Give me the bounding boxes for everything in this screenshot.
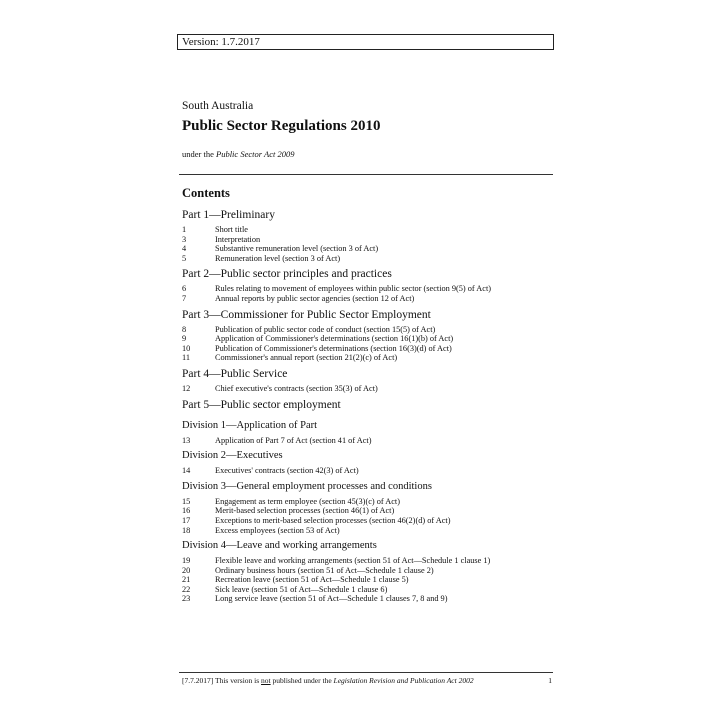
version-box	[177, 34, 554, 50]
toc-entry	[182, 516, 554, 526]
toc-part-heading: Part 3—Commissioner for Public Sector Employment	[182, 308, 431, 321]
toc-entry-number: 18	[182, 525, 191, 535]
enabling-act-line	[182, 149, 294, 159]
toc-entry	[182, 436, 554, 446]
toc-entry-title: Recreation leave (section 51 of Act—Schedule 1 clause 5)	[215, 575, 409, 585]
toc-entry-number: 11	[182, 353, 190, 363]
version-label: Version: 1.7.2017	[182, 36, 260, 48]
toc-item-list	[182, 325, 554, 363]
toc-entry-title: Merit-based selection processes (section 46(1) of Act)	[215, 506, 395, 516]
toc-entry-title: Rules relating to movement of employees within public sector (section 9(5) of Act)	[215, 284, 492, 294]
toc-item-list	[182, 466, 554, 476]
toc-entry-title: Ordinary business hours (section 51 of Act—Schedule 1 clause 2)	[215, 565, 434, 575]
toc-entry	[182, 235, 554, 245]
toc-entry-number: 9	[182, 334, 187, 344]
footer-text-b: published under the	[270, 676, 334, 685]
toc-entry	[182, 244, 554, 254]
toc-entry-title: Publication of Commissioner's determinations (section 16(3)(d) of Act)	[215, 343, 452, 353]
toc-division-heading: Division 2—Executives	[182, 450, 283, 462]
toc-part-heading: Part 1—Preliminary	[182, 209, 275, 221]
toc-entry-title: Long service leave (section 51 of Act—Schedule 1 clauses 7, 8 and 9)	[215, 594, 448, 604]
footer-act: Legislation Revision and Publication Act 2002	[333, 676, 474, 685]
toc-entry-number: 7	[182, 293, 187, 303]
toc-entry-number: 6	[182, 284, 187, 294]
toc-entry-number: 5	[182, 253, 187, 263]
page-number: 1	[548, 676, 552, 685]
toc-entry	[182, 225, 554, 235]
toc-part-heading: Part 2—Public sector principles and practices	[182, 268, 392, 281]
toc-entry	[182, 575, 554, 585]
toc-entry-number: 21	[182, 575, 191, 585]
toc-entry	[182, 585, 554, 595]
toc-entry-number: 16	[182, 506, 191, 516]
toc-entry-title: Interpretation	[215, 234, 261, 244]
toc-entry	[182, 334, 554, 344]
toc-item-list	[182, 436, 554, 446]
enabling-act-name: Public Sector Act 2009	[216, 149, 295, 159]
toc-entry	[182, 556, 554, 566]
toc-part-heading: Part 5—Public sector employment	[182, 398, 341, 411]
toc-entry-title: Substantive remuneration level (section 3 of Act)	[215, 244, 379, 254]
toc-entry-title: Excess employees (section 53 of Act)	[215, 525, 340, 535]
toc-entry	[182, 497, 554, 507]
toc-division-heading: Division 4—Leave and working arrangements	[182, 540, 377, 552]
toc-entry-title: Short title	[215, 225, 248, 234]
footer-not: not	[261, 676, 271, 685]
toc-entry-number: 20	[182, 565, 191, 575]
toc-entry	[182, 294, 554, 304]
footer-rule	[179, 672, 553, 673]
toc-entry-title: Commissioner's annual report (section 21(2)(c) of Act)	[215, 353, 398, 363]
toc-entry	[182, 384, 554, 394]
toc-entry-number: 22	[182, 584, 191, 594]
toc-division-heading: Division 1—Application of Part	[182, 419, 318, 431]
toc-item-list	[182, 284, 554, 303]
toc-entry-number: 1	[182, 225, 187, 234]
toc-entry-title: Publication of public sector code of conduct (section 15(5) of Act)	[215, 324, 436, 334]
toc-entry-number: 15	[182, 496, 191, 506]
toc-entry-title: Remuneration level (section 3 of Act)	[215, 253, 341, 263]
toc-entry-number: 23	[182, 594, 191, 604]
page-footer	[182, 676, 552, 685]
toc-entry	[182, 325, 554, 335]
toc-entry	[182, 344, 554, 354]
toc-entry	[182, 566, 554, 576]
jurisdiction: South Australia	[182, 100, 254, 112]
toc-entry-title: Exceptions to merit-based selection processes (section 46(2)(d) of Act)	[215, 515, 451, 525]
toc-entry-title: Application of Commissioner's determinations (section 16(1)(b) of Act)	[215, 334, 454, 344]
toc-entry-number: 14	[182, 466, 191, 476]
toc-entry	[182, 526, 554, 536]
footer-text-a: This version is	[213, 676, 262, 685]
toc-entry-number: 13	[182, 435, 191, 445]
toc-entry-number: 3	[182, 234, 187, 244]
toc-entry-title: Application of Part 7 of Act (section 41 of Act)	[215, 435, 372, 445]
footer-note	[182, 676, 474, 685]
toc-entry	[182, 284, 554, 294]
toc-item-list	[182, 556, 554, 604]
toc-entry-title: Executives' contracts (section 42(3) of Act)	[215, 466, 359, 476]
toc-item-list	[182, 384, 554, 394]
toc-entry-number: 17	[182, 515, 191, 525]
toc-entry-title: Engagement as term employee (section 45(3)(c) of Act)	[215, 496, 400, 506]
toc-entry-title: Chief executive's contracts (section 35(3) of Act)	[215, 383, 378, 393]
toc-entry	[182, 506, 554, 516]
toc-item-list	[182, 225, 554, 263]
top-rule	[179, 174, 553, 175]
table-of-contents	[182, 206, 554, 608]
document-title: Public Sector Regulations 2010	[182, 118, 381, 134]
toc-entry-title: Flexible leave and working arrangements (section 51 of Act—Schedule 1 clause 1)	[215, 556, 491, 566]
toc-item-list	[182, 497, 554, 535]
toc-entry-number: 8	[182, 324, 187, 334]
toc-division-heading: Division 3—General employment processes and conditions	[182, 480, 432, 492]
toc-entry-number: 10	[182, 343, 191, 353]
toc-entry-title: Sick leave (section 51 of Act—Schedule 1 clause 6)	[215, 584, 388, 594]
footer-date: [7.7.2017]	[182, 676, 214, 685]
toc-entry-title: Annual reports by public sector agencies (section 12 of Act)	[215, 293, 415, 303]
toc-part-heading: Part 4—Public Service	[182, 367, 288, 380]
contents-heading: Contents	[182, 186, 230, 200]
toc-entry-number: 12	[182, 383, 191, 393]
toc-entry-number: 19	[182, 556, 191, 566]
toc-entry	[182, 254, 554, 264]
toc-entry	[182, 594, 554, 604]
enabling-act-prefix: under the	[182, 149, 216, 159]
toc-entry	[182, 466, 554, 476]
toc-entry-number: 4	[182, 244, 187, 254]
toc-entry	[182, 353, 554, 363]
